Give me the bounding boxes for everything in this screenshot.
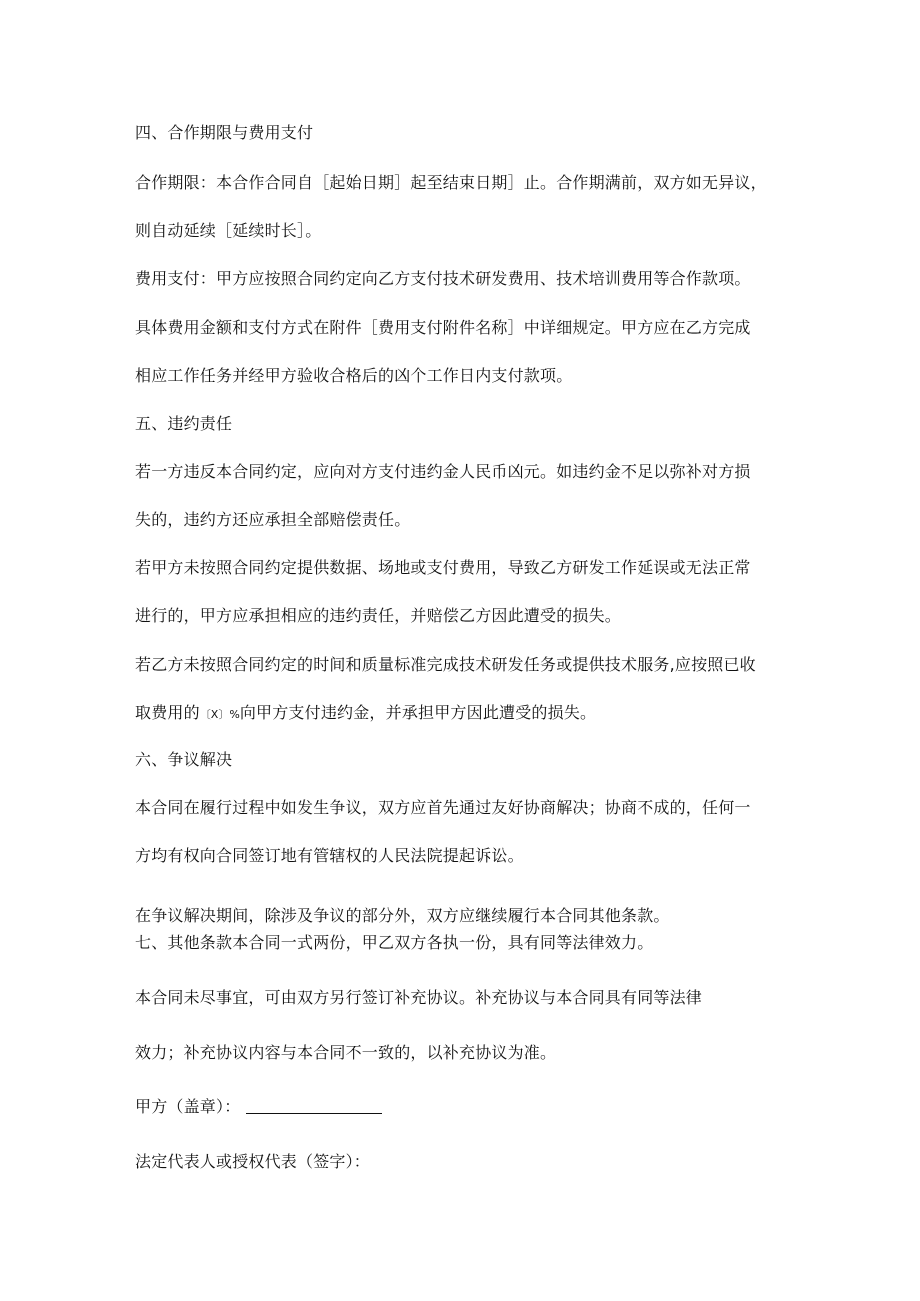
dispute-p1-line-1: 本合同在履行过程中如发生争议，双方应首先通过友好协商解决；协商不成的，任何一	[135, 798, 751, 817]
section-4-heading: 四、合作期限与费用支付	[135, 123, 314, 142]
breach-p3-line-2-end: 向甲方支付违约金，并承担甲方因此遭受的损失。	[239, 703, 597, 722]
cooperation-term-line-1: 合作期限：本合作合同自［起始日期］起至结束日期］止。合作期满前，双方如无异议，	[135, 173, 767, 192]
cooperation-term-line-2: 则自动延续［延续时长］。	[135, 221, 322, 240]
dispute-p2-line-1: 在争议解决期间，除涉及争议的部分外，双方应继续履行本合同其他条款。	[135, 906, 670, 925]
breach-p1-line-1: 若一方违反本合同约定，应向对方支付违约金人民币凶元。如违约金不足以弥补对方损	[135, 462, 751, 481]
penalty-percent-placeholder: 〔X〕%	[199, 708, 240, 721]
breach-p2-line-1: 若甲方未按照合同约定提供数据、场地或支付费用，导致乙方研发工作延误或无法正常	[135, 558, 751, 577]
breach-p3-line-2-start: 取费用的	[135, 703, 200, 722]
breach-p1-line-2: 失的，违约方还应承担全部赔偿责任。	[135, 510, 411, 529]
dispute-p1-line-2: 方均有权向合同签订地有管辖权的人民法院提起诉讼。	[135, 846, 524, 865]
breach-p3-line-1: 若乙方未按照合同约定的时间和质量标准完成技术研发任务或提供技术服务,应按照已收	[135, 655, 756, 674]
representative-signature-label: 法定代表人或授权代表（签字）：	[135, 1152, 371, 1171]
section-5-heading: 五、违约责任	[135, 414, 233, 433]
party-a-seal-label: 甲方（盖章）：	[135, 1097, 241, 1116]
other-terms-line-1: 本合同未尽事宜，可由双方另行签订补充协议。补充协议与本合同具有同等法律	[135, 988, 703, 1007]
other-terms-line-2: 效力；补充协议内容与本合同不一致的，以补充协议为准。	[135, 1043, 557, 1062]
breach-p3-line-2	[135, 702, 596, 726]
section-6-heading: 六、争议解决	[135, 750, 233, 769]
payment-line-2: 具体费用金额和支付方式在附件［费用支付附件名称］中详细规定。甲方应在乙方完成	[135, 318, 751, 337]
payment-line-3: 相应工作任务并经甲方验收合格后的凶个工作日内支付款项。	[135, 366, 573, 385]
breach-p2-line-2: 进行的，甲方应承担相应的违约责任，并赔偿乙方因此遭受的损失。	[135, 606, 622, 625]
payment-line-1: 费用支付：甲方应按照合同约定向乙方支付技术研发费用、技术培训费用等合作款项。	[135, 269, 751, 288]
section-7-heading-line: 七、其他条款本合同一式两份，甲乙双方各执一份，具有同等法律效力。	[135, 933, 654, 952]
party-a-seal-line	[135, 1096, 382, 1118]
party-a-seal-blank	[246, 1097, 382, 1114]
